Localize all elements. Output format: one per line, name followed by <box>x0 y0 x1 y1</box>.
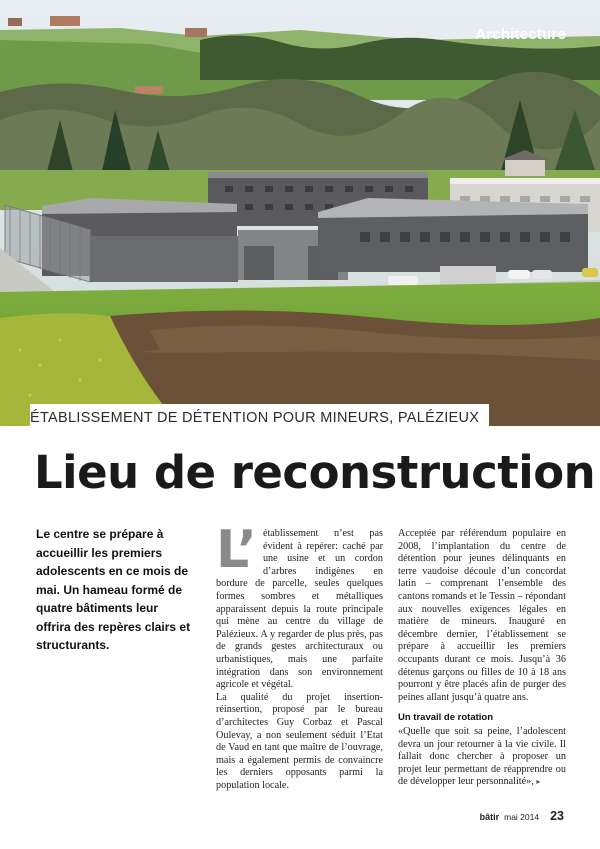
drop-cap: L’ <box>216 520 257 580</box>
intro-lead: Le centre se prépare à accueillir les premiers adolescents en ce mois de mai. Un hameau formé de quatre bâtiments leur offrira des repères clairs et structurants. <box>36 527 191 652</box>
headline: Lieu de reconstruction <box>34 446 596 499</box>
continue-arrow-icon: ▸ <box>536 777 541 787</box>
body-paragraph: La qualité du projet insertion-réinsertion, proposé par le bureau d’architectes Guy Corbaz et Pascal Oulevay, a non seulement séduit l’Etat de Vaud en tant que maître de l’ouvrage, mais a également permis de convaincre les derniers opposants parmi la population locale. <box>216 691 383 791</box>
issue-date: mai 2014 <box>504 812 540 822</box>
page-footer <box>480 809 564 823</box>
page-number: 23 <box>550 809 564 823</box>
body-paragraph: L’ établissement n’est pas évident à repérer: caché par une usine et un cordon d’arbres indigènes en bordure de parcelle, seules quelques formes sombres et métalliques apparaissent depuis la route principale qui mène au centre du village de Palézieux. A y regarder de plus près, pas de grands gestes architecturaux ou urbanistiques, mais une parfaite intégration dans son environnement agricole et végétal. <box>216 520 383 691</box>
body-paragraph: Acceptée par référendum populaire en 2008, l’implantation du centre de détention pour jeunes délinquants en terre vaudoise découle d’un concordat latin – comprenant l’ensemble des cantons romands et le Tessin – répondant aux nouvelles exigences légales en matière de mineurs. Inauguré en décembre dernier, l’établissement se prépare à accueillir les premiers occupants durant ce mois. Jusqu’à 36 détenus garçons ou filles de 10 à 18 ans pourront y être placés afin de purger des peines allant jusqu’à quatre ans. <box>398 528 566 703</box>
subheading: Un travail de rotation <box>398 712 494 724</box>
section-label: Architecture <box>475 26 566 43</box>
body-column-2 <box>398 528 566 789</box>
magazine-name: bâtir <box>479 812 500 822</box>
body-paragraph: «Quelle que soit sa peine, l’adolescent devra un jour retourner à la vie civile. Il fallait donc chercher à proposer un projet leur permettant de réapprendre ou de développer leur personnalité», ▸ <box>398 725 566 788</box>
kicker: ÉTABLISSEMENT DE DÉTENTION POUR MINEURS, PALÉZIEUX <box>30 404 489 430</box>
body-column-1 <box>216 520 383 792</box>
